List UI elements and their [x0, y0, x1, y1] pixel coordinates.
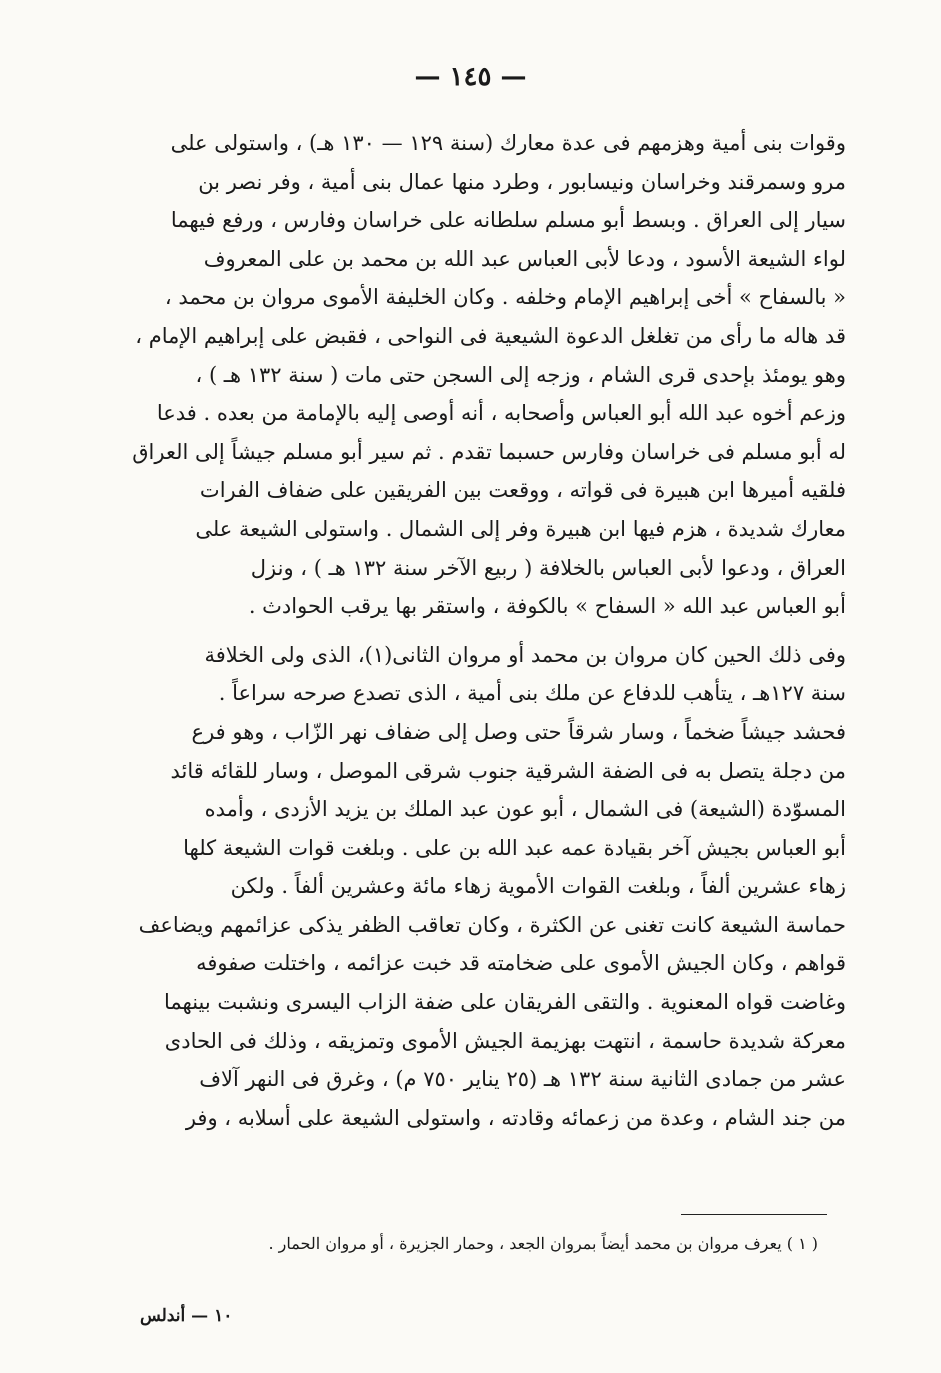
- text-line: وغاضت قواه المعنوية . والتقى الفريقان على ضفة الزاب اليسرى ونشبت بينهما: [163, 990, 846, 1015]
- paragraph-2: [118, 636, 846, 1138]
- text-line: فلقيه أميرها ابن هبيرة فى قواته ، ووقعت بين الفريقين على ضفاف الفرات: [199, 478, 846, 503]
- text-line: معركة شديدة حاسمة ، انتهت بهزيمة الجيش الأموى وتمزيقه ، وذلك فى الحادى: [164, 1028, 846, 1053]
- paragraph-spacer: [118, 626, 846, 636]
- text-line: قد هاله ما رأى من تغلغل الدعوة الشيعية فى النواحى ، فقبض على إبراهيم الإمام ،: [135, 323, 846, 348]
- text-line: العراق ، ودعوا لأبى العباس بالخلافة ( ربيع الآخر سنة ١٣٢ هـ ) ، ونزل: [250, 555, 846, 580]
- text-line: وزعم أخوه عبد الله أبو العباس وأصحابه ، أنه أوصى إليه بالإمامة من بعده . فدعا: [156, 401, 846, 426]
- text-line: من دجلة يتصل به فى الضفة الشرقية جنوب شرقى الموصل ، وسار للقائه قائد: [170, 758, 846, 783]
- text-line: من جند الشام ، وعدة من زعمائه وقادته ، واستولى الشيعة على أسلابه ، وفر: [185, 1105, 846, 1130]
- text-line: سنة ١٢٧هـ ، يتأهب للدفاع عن ملك بنى أمية ، الذى تصدع صرحه سراعاً .: [218, 681, 846, 706]
- text-line: لواء الشيعة الأسود ، ودعا لأبى العباس عبد الله بن محمد بن على المعروف: [203, 246, 846, 271]
- text-line: وهو يومئذ بإحدى قرى الشام ، وزجه إلى السجن حتى مات ( سنة ١٣٢ هـ ) ،: [195, 362, 846, 387]
- text-line: معارك شديدة ، هزم فيها ابن هبيرة وفر إلى الشمال . واستولى الشيعة على: [195, 516, 846, 541]
- paragraph-1: [118, 124, 846, 626]
- text-line: سيار إلى العراق . وبسط أبو مسلم سلطانه على خراسان وفارس ، ورفع فيهما: [170, 208, 846, 233]
- text-line: أبو العباس عبد الله « السفاح » بالكوفة ، واستقر بها يرقب الحوادث .: [248, 594, 846, 619]
- signature-mark: ١٠ — أندلس: [140, 1306, 233, 1326]
- text-line: زهاء عشرين ألفاً ، وبلغت القوات الأموية زهاء مائة وعشرين ألفاً . ولكن: [230, 874, 846, 899]
- text-line: قواهم ، وكان الجيش الأموى على ضخامته قد خبت عزائمه ، واختلت صفوفه: [196, 951, 846, 976]
- text-line: وفى ذلك الحين كان مروان بن محمد أو مروان الثانى(١)، الذى ولى الخلافة: [204, 642, 846, 667]
- footnote-divider: [681, 1214, 827, 1215]
- text-line: حماسة الشيعة كانت تغنى عن الكثرة ، وكان تعاقب الظفر يذكى عزائمهم ويضاعف: [138, 912, 846, 937]
- text-line: مرو وسمرقند وخراسان ونيسابور ، وطرد منها عمال بنى أمية ، وفر نصر بن: [198, 169, 846, 194]
- text-line: عشر من جمادى الثانية سنة ١٣٢ هـ (٢٥ يناير ٧٥٠ م) ، وغرق فى النهر آلاف: [199, 1067, 846, 1092]
- text-line: فحشد جيشاً ضخماً ، وسار شرقاً حتى وصل إلى ضفاف نهر الزّاب ، وهو فرع: [191, 719, 846, 744]
- text-line: له أبو مسلم فى خراسان وفارس حسبما تقدم . ثم سير أبو مسلم جيشاً إلى العراق: [132, 439, 846, 464]
- page-number: — ١٤٥ —: [414, 62, 527, 92]
- body-text: [118, 124, 846, 1137]
- footnote: ( ١ ) يعرف مروان بن محمد أيضاً بمروان الجعد ، وحمار الجزيرة ، أو مروان الحمار .: [268, 1234, 818, 1253]
- text-line: المسوّدة (الشيعة) فى الشمال ، أبو عون عبد الملك بن يزيد الأزدى ، وأمده: [204, 797, 846, 822]
- text-line: وقوات بنى أمية وهزمهم فى عدة معارك (سنة ١٢٩ — ١٣٠ هـ) ، واستولى على: [170, 131, 846, 155]
- text-line: « بالسفاح » أخى إبراهيم الإمام وخلفه . وكان الخليفة الأموى مروان بن محمد ،: [164, 285, 846, 310]
- text-line: أبو العباس بجيش آخر بقيادة عمه عبد الله بن على . وبلغت قوات الشيعة كلها: [183, 835, 846, 860]
